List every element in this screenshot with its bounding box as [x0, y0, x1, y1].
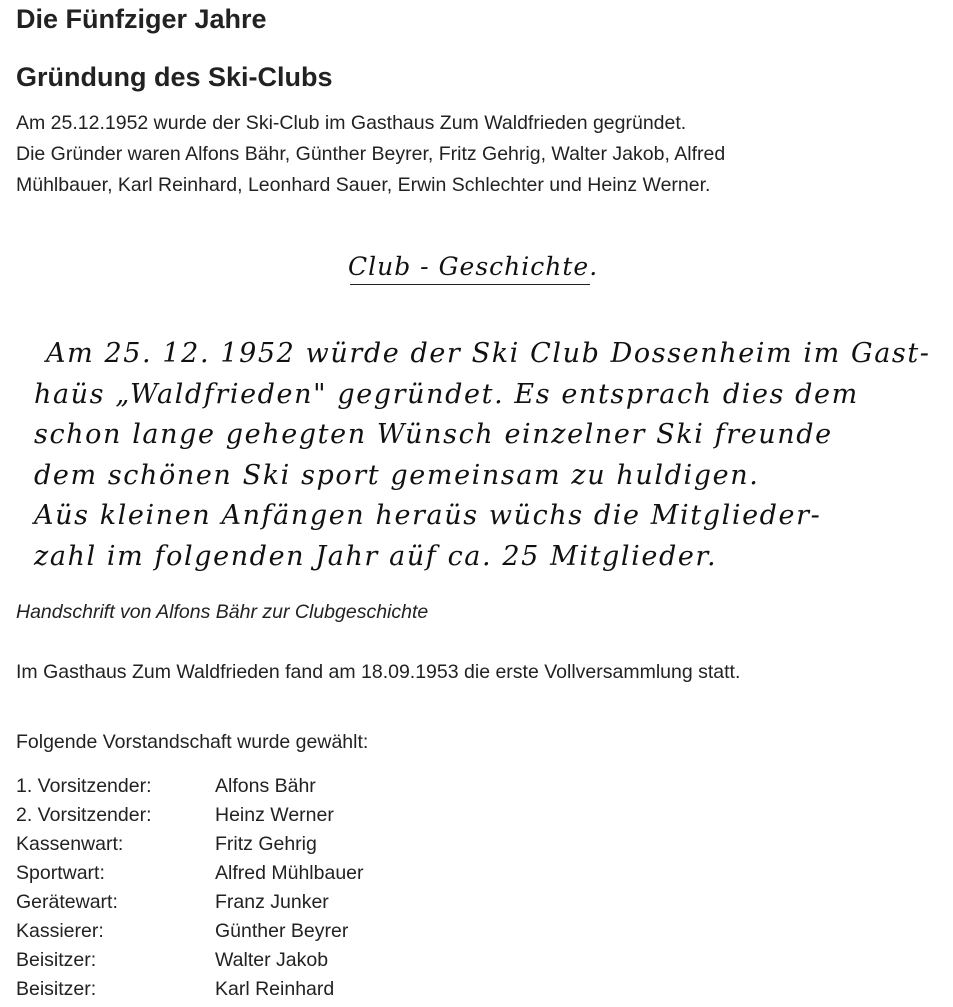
list-item: [16, 917, 364, 946]
meeting-paragraph: Im Gasthaus Zum Waldfrieden fand am 18.09.1953 die erste Vollversammlung statt.: [16, 661, 741, 683]
intro-line: Die Gründer waren Alfons Bähr, Günther Beyrer, Fritz Gehrig, Walter Jakob, Alfred: [16, 143, 726, 165]
handwritten-line: Aüs kleinen Anfängen heraüs wüchs die Mitglieder-: [34, 500, 822, 531]
board-member: Alfons Bähr: [215, 775, 316, 797]
board-member: Franz Junker: [215, 891, 329, 913]
board-role: Beisitzer:: [16, 949, 97, 971]
handwritten-line: Am 25. 12. 1952 würde der Ski Club Dossenheim im Gast-: [46, 338, 931, 369]
board-role: 2. Vorsitzender:: [16, 804, 152, 826]
handwritten-line: schon lange gehegten Wünsch einzelner Ski freunde: [34, 419, 833, 450]
intro-line: Mühlbauer, Karl Reinhard, Leonhard Sauer, Erwin Schlechter und Heinz Werner.: [16, 174, 711, 196]
handwritten-line: zahl im folgenden Jahr aüf ca. 25 Mitglieder.: [34, 540, 718, 572]
list-item: [16, 888, 364, 917]
list-item: [16, 859, 364, 888]
handwritten-note: [34, 334, 939, 577]
board-member: Günther Beyrer: [215, 920, 349, 942]
board-member: Walter Jakob: [215, 949, 329, 971]
handwritten-line: dem schönen Ski sport gemeinsam zu huldigen.: [34, 459, 760, 491]
board-role: Kassierer:: [16, 920, 104, 942]
board-role: Beisitzer:: [16, 978, 97, 1000]
list-item: [16, 772, 364, 801]
list-item: [16, 801, 364, 830]
handwritten-title: Club - Geschichte.: [348, 252, 599, 281]
board-role: 1. Vorsitzender:: [16, 775, 152, 797]
board-member: Alfred Mühlbauer: [215, 862, 364, 884]
section-title: Gründung des Ski-Clubs: [16, 62, 333, 92]
intro-paragraph: [16, 108, 946, 201]
board-member: Karl Reinhard: [215, 978, 335, 1000]
intro-line: Am 25.12.1952 wurde der Ski-Club im Gasthaus Zum Waldfrieden gegründet.: [16, 112, 687, 134]
list-item: [16, 830, 364, 859]
page-title: Die Fünfziger Jahre: [16, 4, 267, 34]
board-role: Gerätewart:: [16, 891, 118, 913]
board-role: Sportwart:: [16, 862, 105, 884]
board-member: Fritz Gehrig: [215, 833, 317, 855]
list-item: [16, 946, 364, 975]
list-item: [16, 975, 364, 1004]
board-intro: Folgende Vorstandschaft wurde gewählt:: [16, 731, 369, 753]
handwritten-title-underline: [350, 284, 590, 285]
board-member: Heinz Werner: [215, 804, 334, 826]
image-caption: Handschrift von Alfons Bähr zur Clubgeschichte: [16, 601, 429, 623]
handwritten-line: haüs „Waldfrieden" gegründet. Es entsprach dies dem: [34, 378, 859, 410]
board-list: [16, 772, 364, 1004]
board-role: Kassenwart:: [16, 833, 124, 855]
